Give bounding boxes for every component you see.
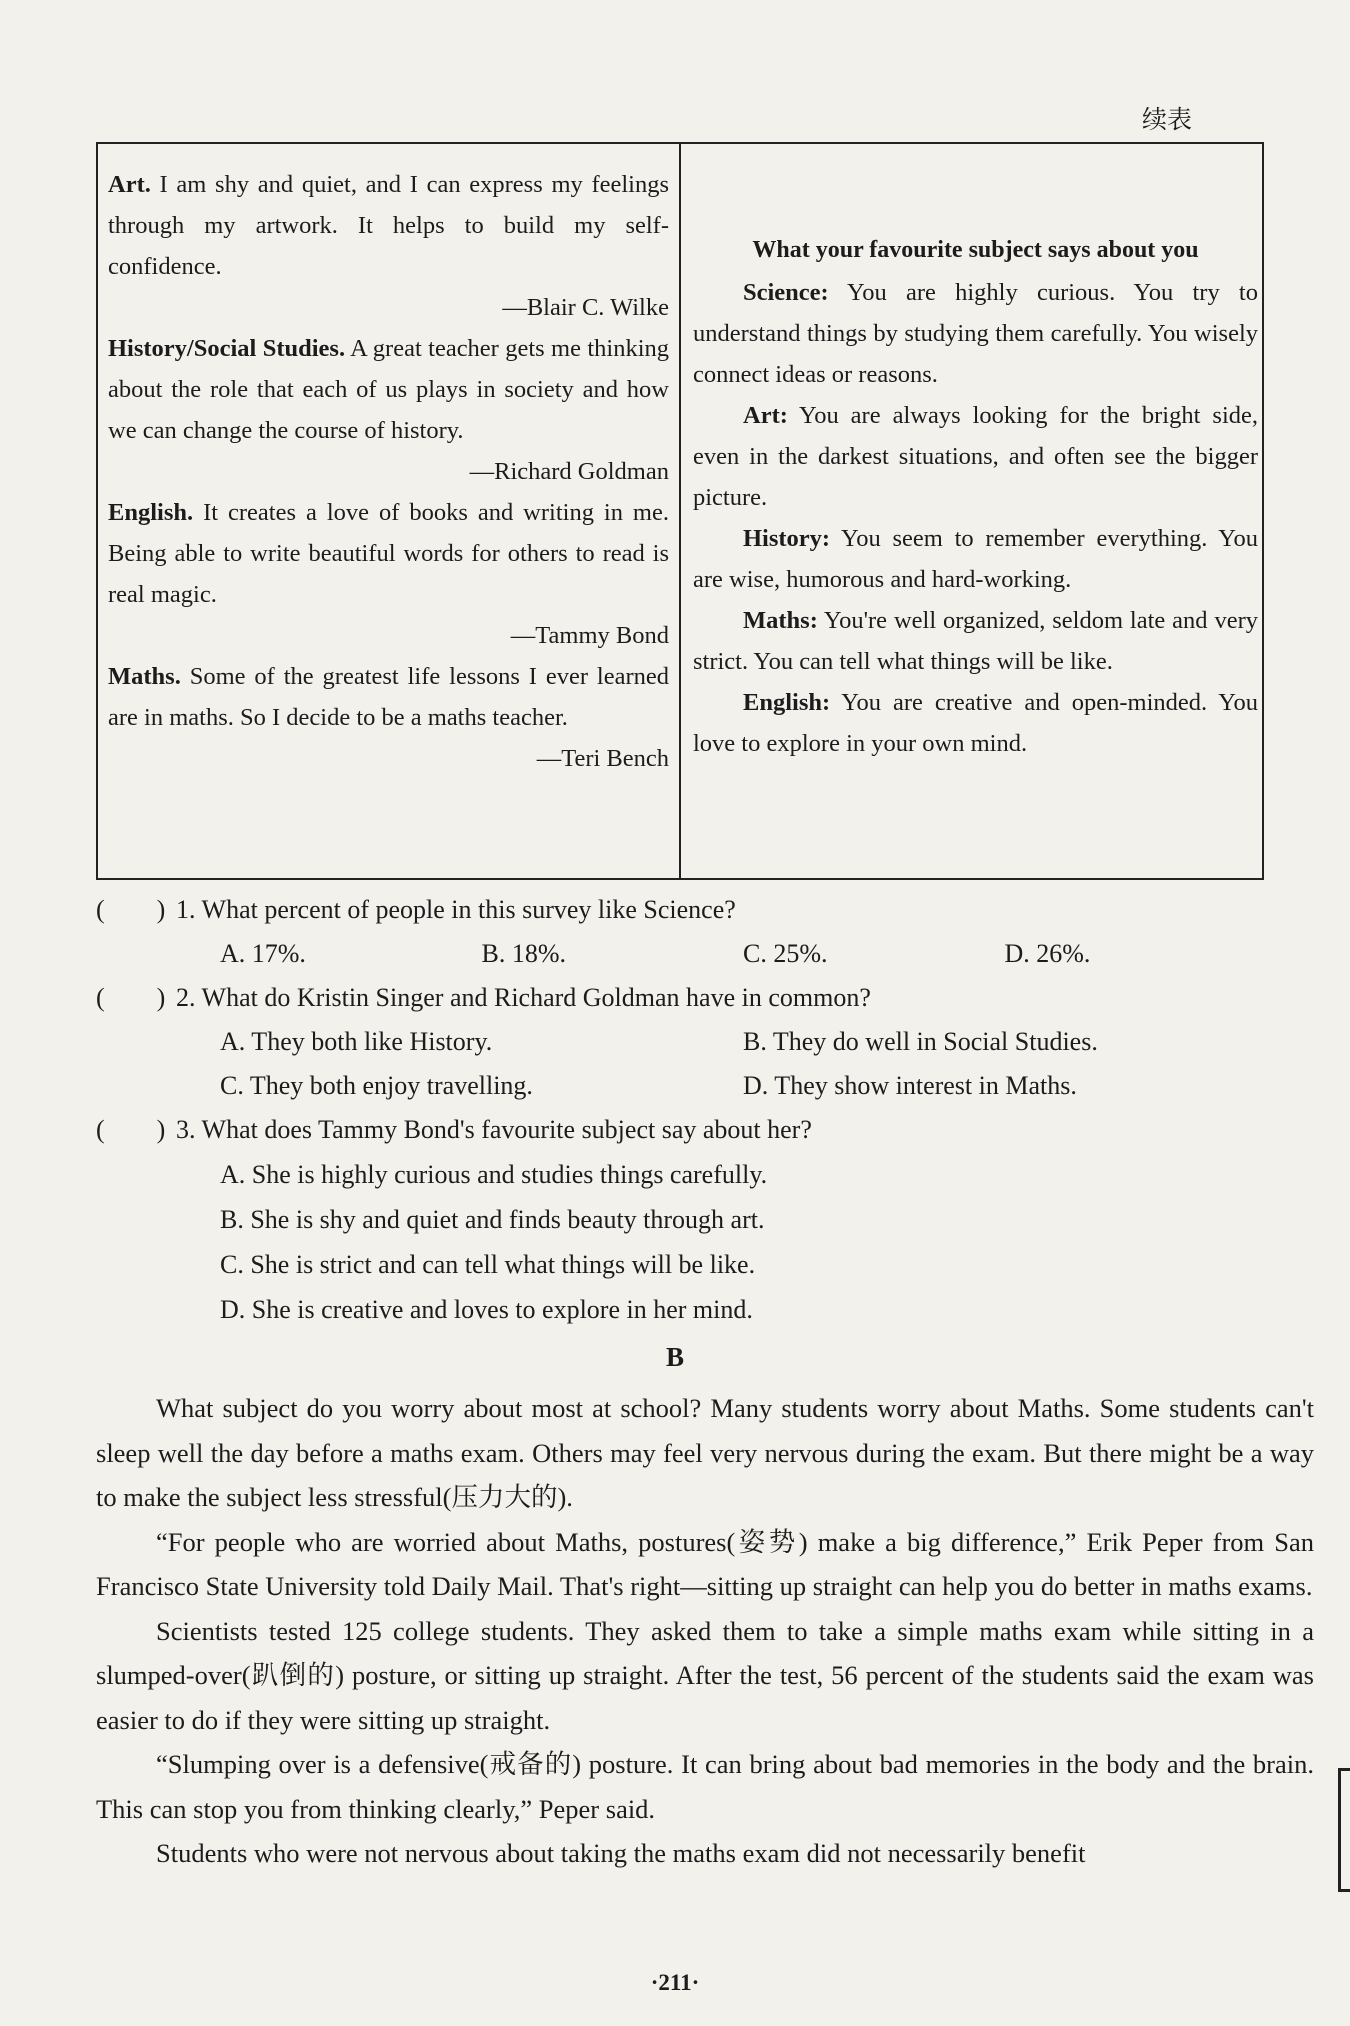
- option-b: B. They do well in Social Studies.: [743, 1027, 1098, 1056]
- option-a: A. They both like History.: [220, 1027, 493, 1056]
- option-b: B. 18%.: [481, 939, 566, 968]
- entry-heading: Maths.: [108, 663, 181, 690]
- paragraph: “Slumping over is a defensive(戒备的) posture. It can bring about bad memories in the body and the brain. This can stop you from thinking clearly,” Peper said.: [96, 1749, 1314, 1824]
- option-d: D. She is creative and loves to explore in her mind.: [220, 1295, 753, 1324]
- option-a: A. 17%.: [220, 939, 306, 968]
- margin-bracket-mark: [1338, 1768, 1350, 1892]
- left-entry-maths: [108, 656, 669, 779]
- question-text: 1. What percent of people in this survey like Science?: [176, 895, 736, 924]
- section-b-heading: B: [665, 1342, 684, 1372]
- subject-meaning-english: English: You are creative and open-minded. You love to explore in your own mind.: [693, 689, 1258, 757]
- table-left-column: [98, 144, 681, 878]
- right-column-title: What your favourite subject says about you: [752, 237, 1199, 263]
- entry-signature: —Blair C. Wilke: [502, 294, 669, 321]
- question-text: 2. What do Kristin Singer and Richard Goldman have in common?: [176, 983, 871, 1012]
- subject-meaning-maths: Maths: You're well organized, seldom late and very strict. You can tell what things will be like.: [693, 607, 1258, 675]
- option-d: D. 26%.: [1004, 939, 1091, 968]
- entry-text: Some of the greatest life lessons I ever learned are in maths. So I decide to be a maths teacher.: [108, 663, 669, 731]
- question-list: [96, 888, 1266, 1332]
- subject-meaning-history: History: You seem to remember everything. You are wise, humorous and hard-working.: [693, 525, 1258, 593]
- answer-blank[interactable]: ( ): [96, 983, 166, 1012]
- answer-blank[interactable]: ( ): [96, 895, 166, 924]
- entry-signature: —Teri Bench: [536, 745, 669, 772]
- survey-table: [96, 142, 1264, 880]
- paragraph: Students who were not nervous about taking the maths exam did not necessarily benefit: [156, 1838, 1086, 1868]
- entry-text: A great teacher gets me thinking about the role that each of us plays in society and how we can change the course of history.: [108, 335, 669, 444]
- answer-blank[interactable]: ( ): [96, 1115, 166, 1144]
- option-c: C. 25%.: [743, 939, 828, 968]
- page-number: ·211·: [650, 1970, 700, 1995]
- option-a: A. She is highly curious and studies things carefully.: [220, 1160, 768, 1189]
- option-b: B. She is shy and quiet and finds beauty through art.: [220, 1205, 765, 1234]
- subject-meaning-science: Science: You are highly curious. You try to understand things by studying them carefully. You wisely connect ideas or reasons.: [693, 279, 1258, 388]
- entry-signature: —Tammy Bond: [510, 622, 669, 649]
- entry-heading: History/Social Studies.: [108, 335, 346, 362]
- option-c: C. She is strict and can tell what things will be like.: [220, 1250, 756, 1279]
- entry-text: I am shy and quiet, and I can express my feelings through my artwork. It helps to build my self-confidence.: [108, 171, 669, 280]
- passage-b: [96, 1386, 1314, 1876]
- entry-signature: —Richard Goldman: [469, 458, 669, 485]
- entry-heading: English.: [108, 499, 194, 526]
- entry-text: It creates a love of books and writing in me. Being able to write beautiful words for others to read is real magic.: [108, 499, 669, 608]
- table-right-column: [681, 144, 1262, 878]
- question-2: [96, 976, 1266, 1108]
- left-entry-history: [108, 328, 669, 492]
- continued-table-label: 续表: [1142, 107, 1193, 134]
- paragraph: Scientists tested 125 college students. They asked them to take a simple maths exam while sitting in a slumped-over(趴倒的) posture, or sitting up straight. After the test, 56 percent of the students said the exam was easier to do if they were sitting up straight.: [96, 1615, 1314, 1735]
- question-3: [96, 1108, 1266, 1332]
- question-1: [96, 888, 1266, 976]
- left-entry-art: [108, 164, 669, 328]
- option-c: C. They both enjoy travelling.: [220, 1071, 533, 1100]
- paragraph: “For people who are worried about Maths, postures(姿势) make a big difference,” Erik Peper from San Francisco State University told Daily Mail. That's right—sitting up straight can help you do better in maths exams.: [96, 1526, 1314, 1601]
- entry-heading: Art.: [108, 171, 151, 198]
- question-text: 3. What does Tammy Bond's favourite subject say about her?: [176, 1115, 812, 1144]
- option-d: D. They show interest in Maths.: [743, 1071, 1077, 1100]
- subject-meaning-art: Art: You are always looking for the bright side, even in the darkest situations, and often see the bigger picture.: [693, 402, 1258, 511]
- paragraph: What subject do you worry about most at school? Many students worry about Maths. Some students can't sleep well the day before a maths exam. Others may feel very nervous during the exam. But there might be a way to make the subject less stressful(压力大的).: [96, 1393, 1314, 1512]
- left-entry-english: [108, 492, 669, 656]
